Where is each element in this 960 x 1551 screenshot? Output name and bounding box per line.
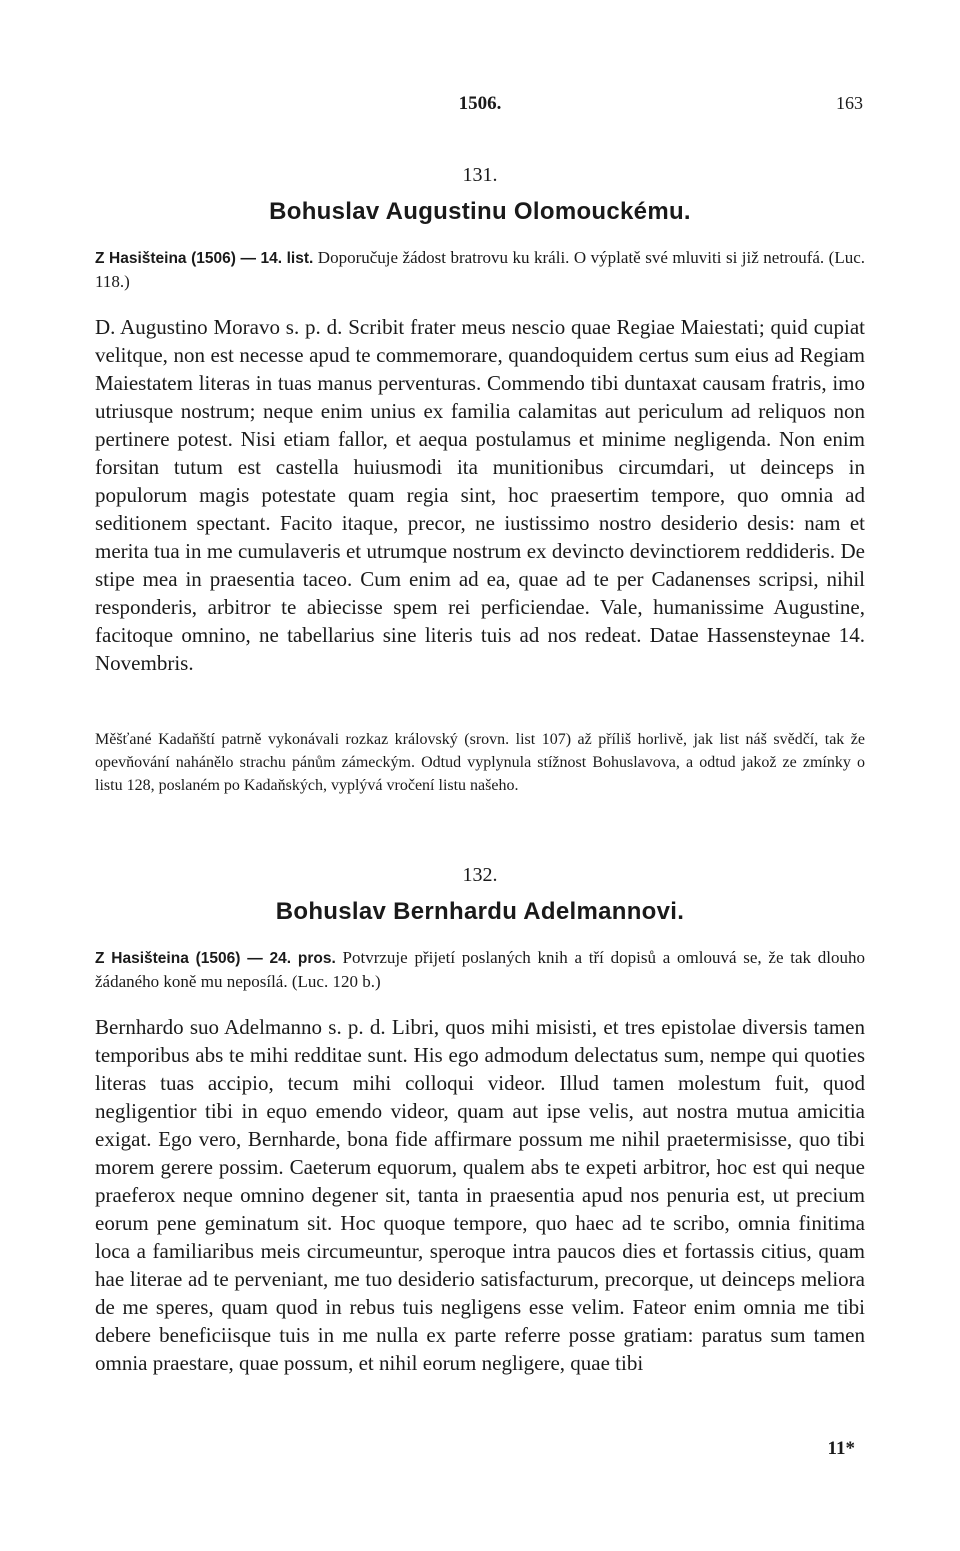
regest-place: Z Hasišteina (1506) — 24. pros.: [95, 950, 336, 967]
running-head-year: 1506.: [458, 93, 502, 114]
editor-note: Měšťané Kadaňští patrně vykonávali rozkaz královský (srovn. list 107) až příliš horlivě, jak list náš svědčí, tak že opevňování nahánělo strachu pánům zámeckým. Odtud vyplynula stížnost Bohuslavova, a odtud jakož ze zmínky o listu 128, poslaném po Kadaňských, vyplývá vročení listu našeho.: [95, 731, 865, 794]
letter-body: D. Augustino Moravo s. p. d. Scribit frater meus nescio quae Regiae Maiestati; quid cupiat velitque, non est necesse apud te commemorare, quandoquidem certus sum eius ad Regiam Maiestatem literas in tuas manus perventuras. Commendo tibi duntaxat causam fratris, imo utriusque nostrum; neque enim unius ex familia calamitas aut periculum ad reliquos non pertinere potest. Nisi etiam fallor, et aequa postulamus et minime negligenda. Non enim forsitan tutum est castella huiusmodi ita munitionibus circumdari, ut deinceps in populorum magis potestate quam regia sint, hoc praesertim tempore, quo omnia ad seditionem spectant. Facito itaque, precor, ne iustissimo nostro desiderio desis: nam et merita tua in me cumulaveris et utrumque nostrum ex devincto devinctiorem reddideris. De stipe mea in praesentia taceo. Cum enim ad ea, quae ad te per Cadanenses scripsi, nihil responderis, arbitror te abiecisse spem rei perficiendae. Vale, humanissime Augustine, facitoque omnino, ne tabellarius sine literis tuis ad nos redeat. Datae Hassensteynae 14. Novembris.: [95, 315, 865, 675]
letter-number: 132.: [462, 864, 498, 886]
regest-text: Doporučuje žádost bratrovu ku králi. O výplatě své mluviti si již netroufá. (Luc. 118.): [95, 248, 865, 291]
letter-regest: [95, 946, 865, 993]
letter-number: 131.: [462, 164, 498, 186]
letter-title: Bohuslav Bernhardu Adelmannovi.: [275, 898, 685, 925]
regest-place: Z Hasišteina (1506) — 14. list.: [95, 250, 314, 267]
letter-body: Bernhardo suo Adelmanno s. p. d. Libri, quos mihi misisti, et tres epistolae diversis tamen temporibus abs te mihi redditae sunt. His ego admodum delectatus sum, nempe qui quoties literas tuas accipio, tecum mihi colloqui videor. Illud tamen molestum fuit, quod negligentior tibi in equo emendo videor, quam aut ipse velis, aut nostra mutua amicitia exigat. Ego vero, Bernharde, bona fide affirmare possum me nihil praetermisisse, quo tibi morem gerere possim. Caeterum equorum, qualem abs te expeti arbitror, hoc est qui neque praeferox neque omnino degener sit, tanta in praesentia apud nos penuria est, ut precium eorum pene geminatum sit. Hoc quoque tempore, quo haec ad te scribo, omnia finitima loca a familiaribus meis circumeuntur, speroque intra paucos dies et fortassis citius, quam hae literae ad te perveniant, me tuo desiderio satisfacturum, precorque, ut deinceps meliora de me speres, quam quod in rebus tuis negligens esse velim. Fateor enim omnia me tibi debere beneficiisque tuis in me nulla ex parte referre posse gratiam: paratus sum tamen omnia praestare, quae possum, et nihil eorum negligere, quae tibi: [95, 1015, 865, 1375]
signature-mark: 11*: [827, 1438, 855, 1459]
document-page: [95, 0, 865, 1551]
letter-title: Bohuslav Augustinu Olomouckému.: [269, 198, 691, 225]
page-number: 163: [836, 93, 863, 113]
running-head: [95, 93, 865, 117]
letter-regest: [95, 246, 865, 293]
regest-text: Potvrzuje přijetí poslaných knih a tří dopisů a omlouvá se, že tak dlouho žádaného koně mu neposílá. (Luc. 120 b.): [95, 948, 865, 991]
